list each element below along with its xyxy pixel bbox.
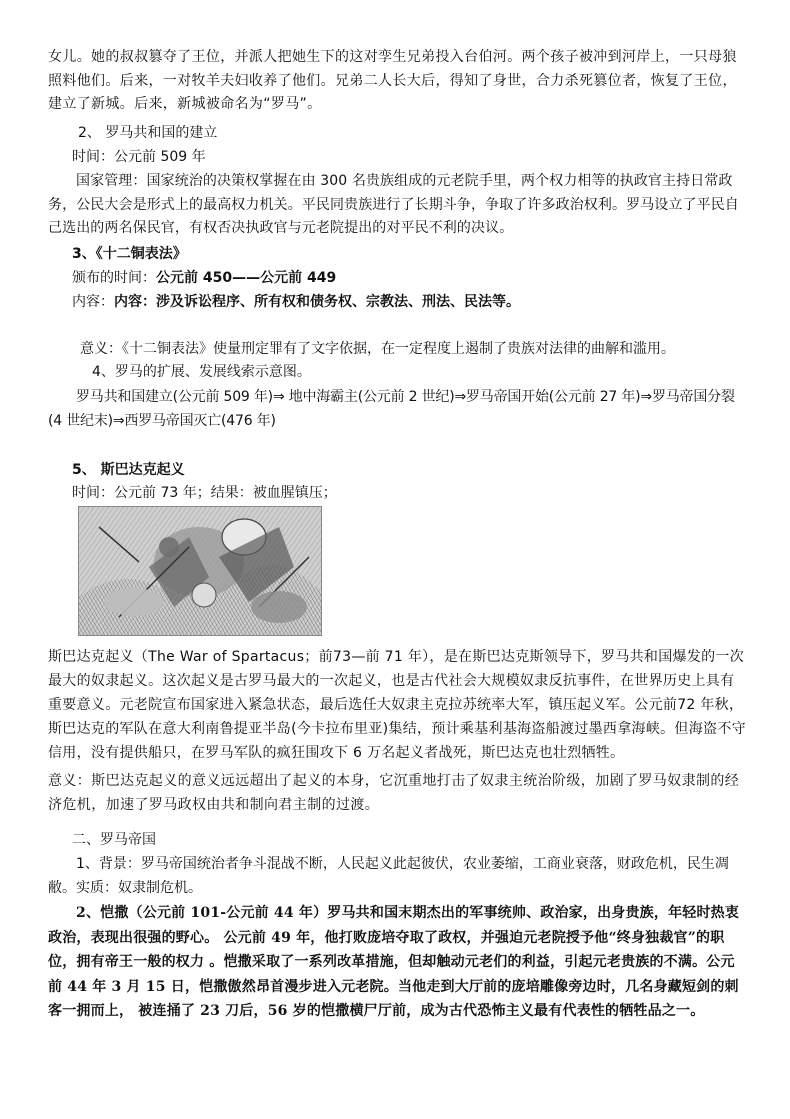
- section-4-heading: 4、罗马的扩展、发展线索示意图。: [92, 364, 311, 380]
- section-5-heading: 5、 斯巴达克起义: [72, 462, 185, 478]
- section-3-time-value: 公元前 450——公元前 449: [156, 270, 337, 286]
- caesar-paragraph: 2、恺撒（公元前 101-公元前 44 年）罗马共和国末期杰出的军事统帅、政治家，出身贵族，年轻时热衷政治，表现出很强的野心。 公元前 49 年，他打败庞培夺取了政权，并强迫元老院授予他“终身独裁官”的职位，拥有帝王一般的权力 。恺撒采取了一系列改革措施，但却触动元老们的利益，引起元老贵族的不满。公元前 44 年 3 月 15 日，恺撒傲然昂首漫步进入元老院。当他走到大厅前的庞培雕像旁边时，几名身藏短剑的刺客一拥而上， 被连捅了 23 刀后，56 岁的恺撒横尸厅前，成为古代恐怖主义最有代表性的牺牲品之一。: [48, 905, 740, 1019]
- section-3-meaning: 意义：《十二铜表法》使量刑定罪有了文字依据，在一定程度上遏制了贵族对法律的曲解和滥用。: [80, 341, 675, 357]
- empire-background: 1、背景：罗马帝国统治者争斗混战不断，人民起义此起彼伏，农业萎缩，工商业衰落，财政危机，民生凋敝。实质：奴隶制危机。: [48, 856, 729, 896]
- section-3-content: [72, 291, 748, 315]
- section-5-meaning: 意义：斯巴达克起义的意义远远超出了起义的本身，它沉重地打击了奴隶主统治阶级，加剧了罗马奴隶制的经济危机，加速了罗马政权由共和制向君主制的过渡。: [48, 773, 740, 813]
- section-3-content-label: 内容：: [72, 294, 114, 310]
- roman-empire-heading: 二、罗马帝国: [72, 832, 156, 848]
- spartacus-battle-engraving: [78, 506, 322, 636]
- section-5-body: 斯巴达克起义（The War of Spartacus；前73—前 71 年），是在斯巴达克斯领导下，罗马共和国爆发的一次最大的奴隶起义。这次起义是古罗马最大的一次起义，也是古代社会大规模奴隶反抗事件，在世界历史上具有重要意义。元老院宣布国家进入紧急状态，最后选任大奴隶主克拉苏统率大军，镇压起义军。公元前72 年秋，斯巴达克的军队在意大利南鲁提亚半岛(今卡拉布里亚)集结，预计乘基利基海盗船渡过墨西拿海峡。但海盗不守信用，没有提供船只，在罗马军队的疯狂围攻下 6 万名起义者战死，斯巴达克也壮烈牺牲。: [48, 649, 746, 761]
- section-3-content-value: 内容：涉及诉讼程序、所有权和债务权、宗教法、刑法、民法等。: [114, 294, 520, 310]
- section-2-time: 时间：公元前 509 年: [72, 149, 206, 165]
- section-4-body: 罗马共和国建立(公元前 509 年)⇒ 地中海霸主(公元前 2 世纪)⇒罗马帝国开始(公元前 27 年)⇒罗马帝国分裂(4 世纪末)⇒西罗马帝国灭亡(476 年): [48, 389, 735, 429]
- section-2-heading: 2、 罗马共和国的建立: [78, 125, 218, 141]
- intro-paragraph: 女儿。她的叔叔篡夺了王位，并派人把她生下的这对孪生兄弟投入台伯河。两个孩子被冲到河岸上，一只母狼照料他们。后来，一对牧羊夫妇收养了他们。兄弟二人长大后，得知了身世，合力杀死篡位者，恢复了王位，建立了新城。后来，新城被命名为“罗马”。: [48, 49, 737, 112]
- section-3-time: [72, 267, 748, 291]
- section-2-body: 国家管理：国家统治的决策权掌握在由 300 名贵族组成的元老院手里，两个权力相等的执政官主持日常政务，公民大会是形式上的最高权力机关。平民同贵族进行了长期斗争，争取了许多政治权利。罗马设立了平民自己选出的两名保民官，有权否决执政官与元老院提出的对平民不利的决议。: [48, 173, 739, 236]
- section-5-time: 时间：公元前 73 年；结果：被血腥镇压；: [72, 485, 337, 501]
- section-3-time-label: 颁布的时间：: [72, 270, 156, 286]
- section-3-heading: 3、《十二铜表法》: [72, 246, 187, 262]
